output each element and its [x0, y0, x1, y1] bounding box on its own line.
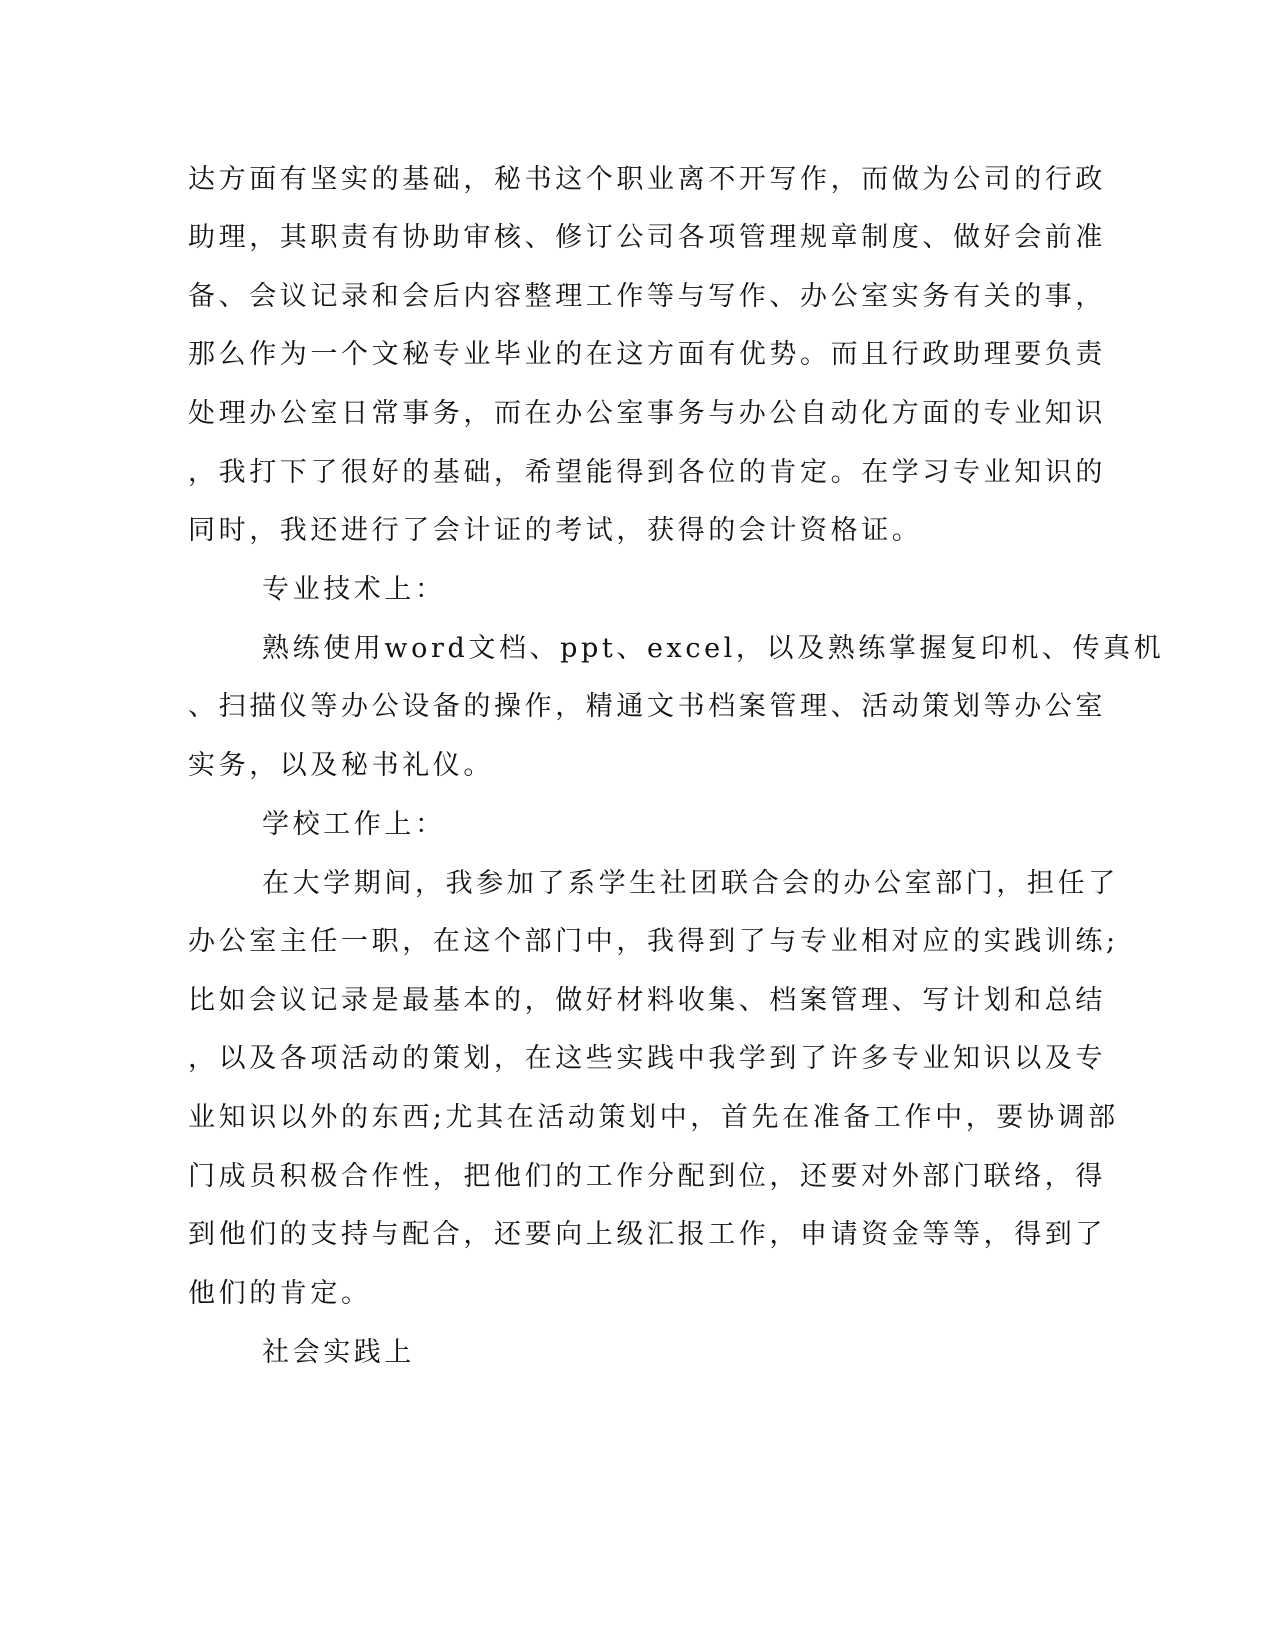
section-heading: 社会实践上 [262, 1337, 415, 1368]
paragraph-line: 业知识以外的东西;尤其在活动策划中，首先在准备工作中，要协调部 [188, 1102, 1119, 1133]
paragraph-line: 那么作为一个文秘专业毕业的在这方面有优势。而且行政助理要负责 [188, 339, 1106, 370]
paragraph-line: ，以及各项活动的策划，在这些实践中我学到了许多专业知识以及专 [188, 1043, 1106, 1074]
paragraph-line: 实务，以及秘书礼仪。 [188, 750, 494, 781]
paragraph-line: 他们的肯定。 [188, 1278, 372, 1309]
paragraph-line: 助理，其职责有协助审核、修订公司各项管理规章制度、做好会前准 [188, 222, 1106, 253]
paragraph-line: 门成员积极合作性，把他们的工作分配到位，还要对外部门联络，得 [188, 1161, 1106, 1192]
section-heading: 专业技术上： [262, 574, 446, 605]
paragraph-line: 到他们的支持与配合，还要向上级汇报工作，申请资金等等，得到了 [188, 1219, 1106, 1250]
section-heading: 学校工作上： [262, 809, 446, 840]
paragraph-line: 比如会议记录是最基本的，做好材料收集、档案管理、写计划和总结 [188, 985, 1106, 1016]
paragraph-line: 处理办公室日常事务，而在办公室事务与办公自动化方面的专业知识 [188, 398, 1106, 429]
paragraph-line: 在大学期间，我参加了系学生社团联合会的办公室部门，担任了 [262, 868, 1119, 899]
paragraph-line: ，我打下了很好的基础，希望能得到各位的肯定。在学习专业知识的 [188, 457, 1106, 488]
paragraph-line: 熟练使用word文档、ppt、excel，以及熟练掌握复印机、传真机 [262, 633, 1165, 664]
paragraph-line: 备、会议记录和会后内容整理工作等与写作、办公室实务有关的事， [188, 281, 1106, 312]
paragraph-line: 达方面有坚实的基础，秘书这个职业离不开写作，而做为公司的行政 [188, 164, 1106, 195]
paragraph-line: 、扫描仪等办公设备的操作，精通文书档案管理、活动策划等办公室 [188, 691, 1106, 722]
paragraph-line: 办公室主任一职，在这个部门中，我得到了与专业相对应的实践训练; [188, 926, 1119, 957]
paragraph-line: 同时，我还进行了会计证的考试，获得的会计资格证。 [188, 515, 923, 546]
